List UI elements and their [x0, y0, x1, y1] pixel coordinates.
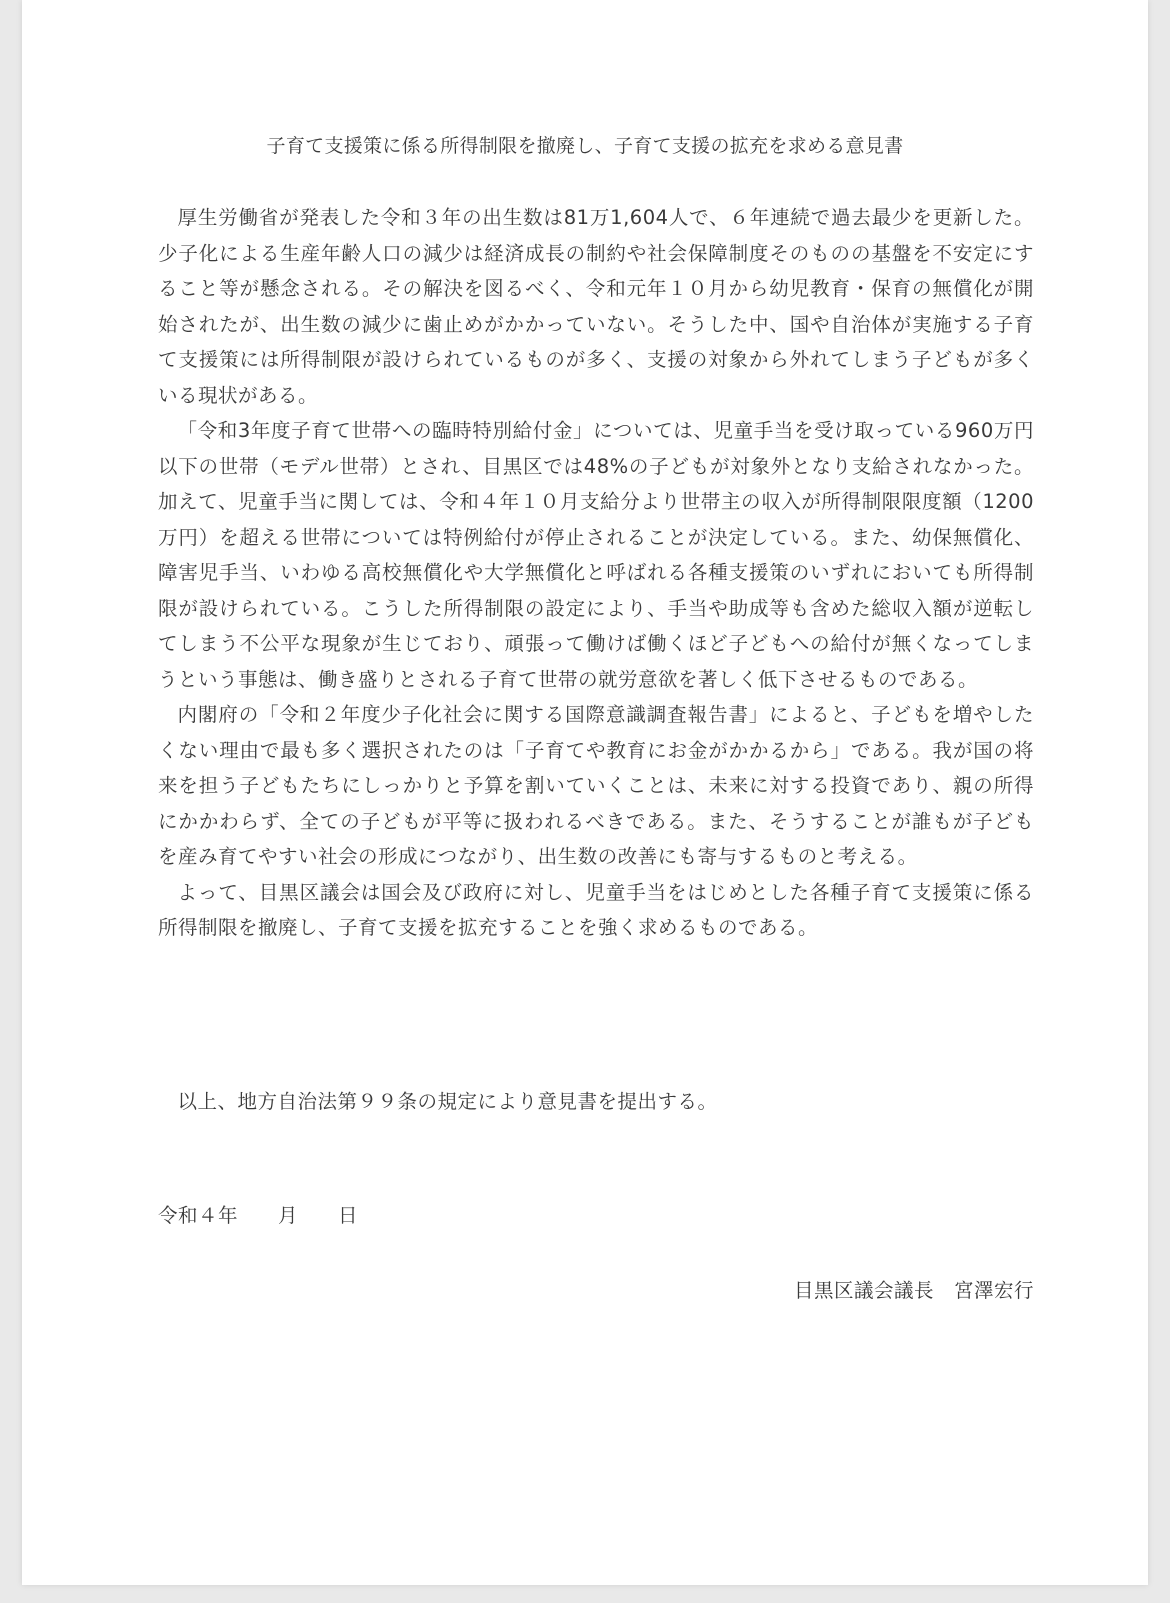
- signature: 目黒区議会議長 宮澤宏行: [793, 1279, 1034, 1302]
- paragraph-2: 「令和3年度子育て世帯への臨時特別給付金」については、児童手当を受け取っている960万円以下の世帯（モデル世帯）とされ、目黒区では48%の子どもが対象外となり支給されなかった。加えて、児童手当に関しては、令和４年１０月支給分より世帯主の収入が所得制限限度額（1200万円）を超える世帯については特例給付が停止されることが決定している。また、幼保無償化、障害児手当、いわゆる高校無償化や大学無償化と呼ばれる各種支援策のいずれにおいても所得制限が設けられている。こうした所得制限の設定により、手当や助成等も含めた総収入額が逆転してしまう不公平な現象が生じており、頑張って働けば働くほど子どもへの給付が無くなってしまうという事態は、働き盛りとされる子育て世帯の就労意欲を著しく低下させるものである。: [158, 419, 1034, 691]
- document-page: [22, 0, 1148, 1585]
- document-date: 令和４年 月 日: [158, 1204, 359, 1227]
- paragraph-3: 内閣府の「令和２年度少子化社会に関する国際意識調査報告書」によると、子どもを増やしたくない理由で最も多く選択されたのは「子育てや教育にお金がかかるから」である。我が国の将来を担う子どもたちにしっかりと予算を割いていくことは、未来に対する投資であり、親の所得にかかわらず、全ての子どもが平等に扱われるべきである。また、そうすることが誰もが子どもを産み育てやすい社会の形成につながり、出生数の改善にも寄与するものと考える。: [158, 703, 1034, 868]
- closing-statement: 以上、地方自治法第９９条の規定により意見書を提出する。: [177, 1090, 718, 1113]
- paragraph-4: よって、目黒区議会は国会及び政府に対し、児童手当をはじめとした各種子育て支援策に係る所得制限を撤廃し、子育て支援を拡充することを強く求めるものである。: [158, 880, 1034, 939]
- document-body: [158, 200, 1034, 946]
- paragraph-1: 厚生労働省が発表した令和３年の出生数は81万1,604人で、６年連続で過去最少を更新した。少子化による生産年齢人口の減少は経済成長の制約や社会保障制度そのものの基盤を不安定にすること等が懸念される。その解決を図るべく、令和元年１０月から幼児教育・保育の無償化が開始されたが、出生数の減少に歯止めがかかっていない。そうした中、国や自治体が実施する子育て支援策には所得制限が設けられているものが多く、支援の対象から外れてしまう子どもが多くいる現状がある。: [158, 206, 1034, 407]
- document-title: 子育て支援策に係る所得制限を撤廃し、子育て支援の拡充を求める意見書: [266, 135, 904, 157]
